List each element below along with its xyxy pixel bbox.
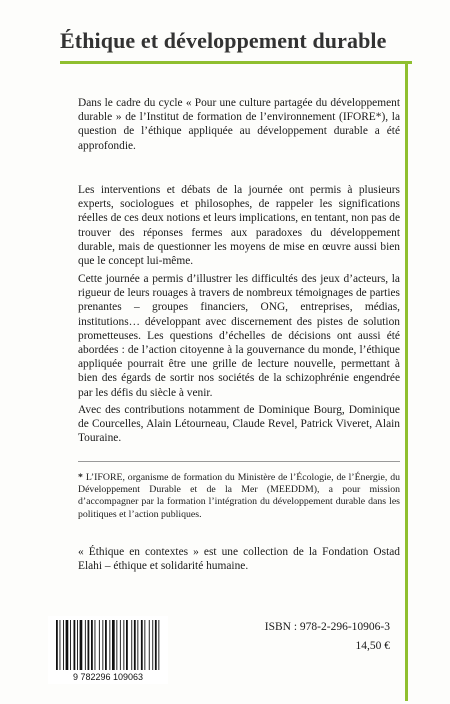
footnote-divider (78, 461, 400, 462)
barcode-image (48, 616, 168, 684)
footnote-text: L’IFORE, organisme de formation du Ministère de l’Écologie, de l’Énergie, du Développement Durable et de la Mer (MEEDDM), a pour mission d’accompagner par la formation l’intégration du développement durable dans les politiques et l’action publiques. (78, 472, 400, 520)
contributors-paragraph: Avec des contributions notamment de Dominique Bourg, Dominique de Courcelles, Alain Létourneau, Claude Revel, Patrick Viveret, Alain Touraine. (78, 404, 400, 445)
footnote (78, 472, 400, 521)
blurb-paragraph-3: Cette journée a permis d’illustrer les difficultés des jeux d’acteurs, la rigueur de leurs rouages à travers de nombreux témoignages de parties prenantes – groupes financiers, ONG, entreprises, médias, institutions… développant avec discernement des pistes de solution prometteuses. Les questions d’échelles de décisions ont aussi été abordées : de l’action citoyenne à la gouvernance du monde, l’éthique appliquée pourrait être une grille de lecture nouvelle, permettant à bien des égards de sortir nos sociétés de la schizophrénie engendrée par les défis du siècle à venir. (78, 273, 400, 399)
barcode-number: 9 782296 109063 (72, 672, 144, 682)
isbn-label: ISBN : 978-2-296-10906-3 (264, 621, 390, 633)
green-rule-horizontal (60, 61, 412, 64)
collection-note: « Éthique en contextes » est une collection de la Fondation Ostad Elahi – éthique et solidarité humaine. (78, 546, 400, 573)
blurb-paragraph-1: Dans le cadre du cycle « Pour une culture partagée du développement durable » de l’Institut de formation de l’environnement (IFORE*), la question de l’éthique appliquée au développement durable a été approfondie. (78, 97, 400, 152)
footnote-marker: * (78, 472, 83, 483)
price-label: 14,50 € (355, 640, 390, 652)
blurb-paragraph-2: Les interventions et débats de la journée ont permis à plusieurs experts, sociologues et philosophes, de rappeler les significations réelles de ces deux notions et leurs implications, en tentant, non pas de trouver des réponses fermes aux paradoxes du développement durable, mais de questionner les moyens de mise en œuvre aussi bien que le concept lui-même. (78, 184, 401, 268)
book-title: Éthique et développement durable (60, 28, 387, 53)
green-rule-vertical (405, 61, 408, 701)
